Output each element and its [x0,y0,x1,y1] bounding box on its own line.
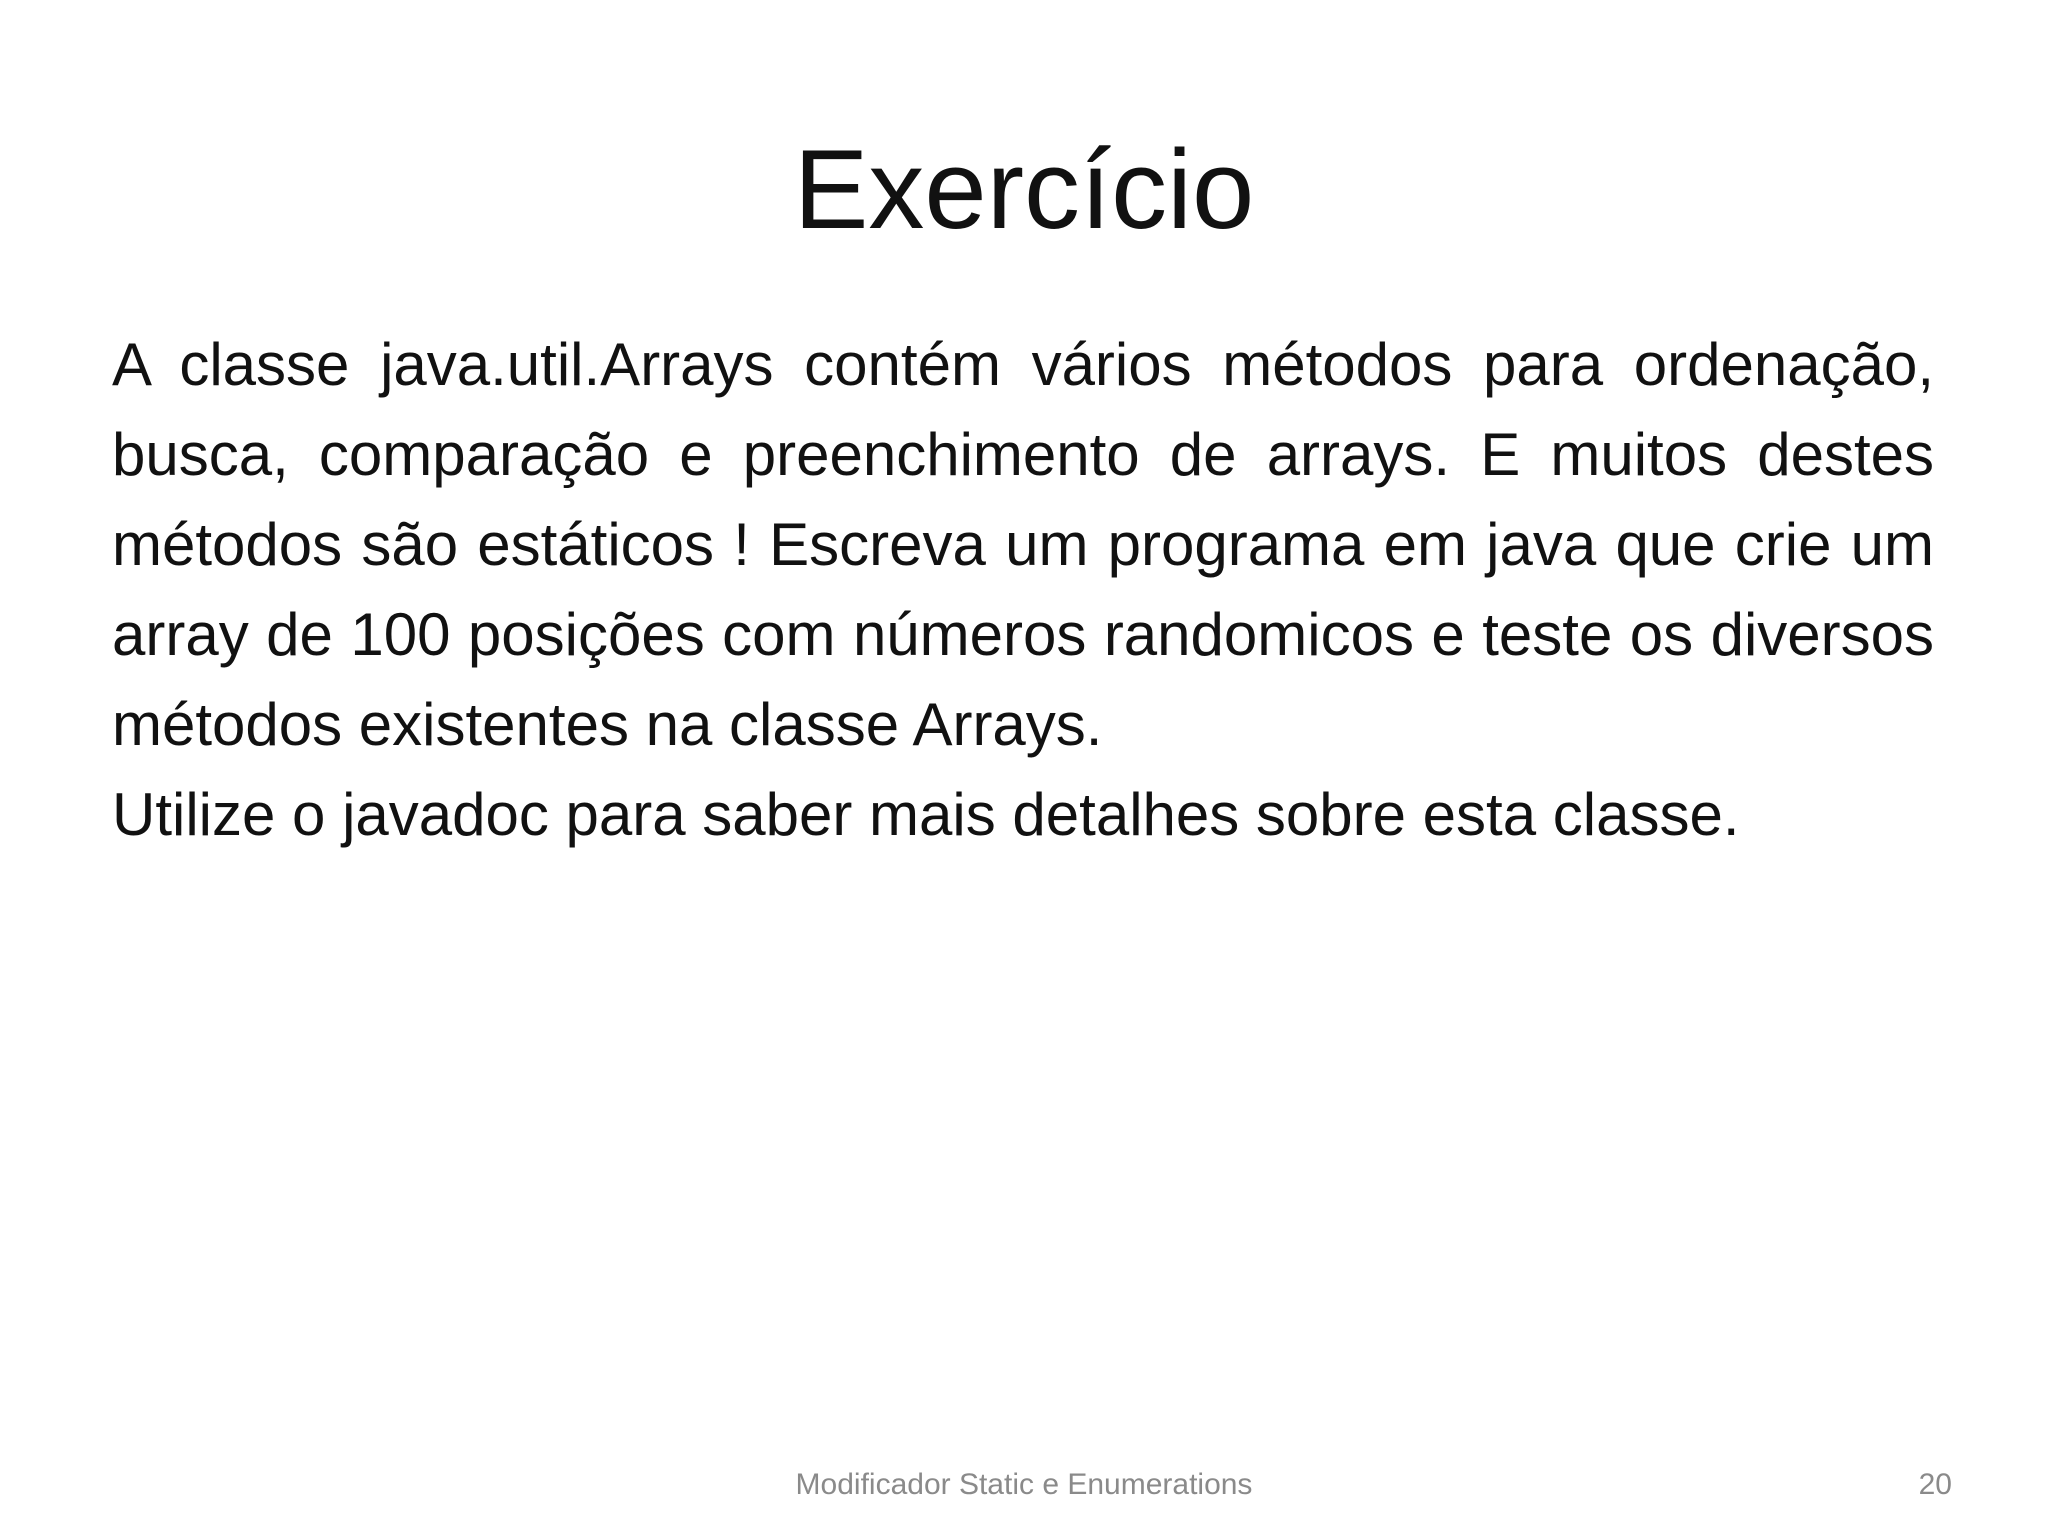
slide-body [112,320,1934,860]
slide-title: Exercício [793,127,1255,252]
page-number: 20 [1918,1468,1952,1501]
body-paragraph-2: Utilize o javadoc para saber mais detalhes sobre esta classe. [112,781,1740,848]
footer-text: Modificador Static e Enumerations [795,1468,1253,1501]
body-paragraph-1: A classe java.util.Arrays contém vários métodos para ordenação, busca, comparação e preenchimento de arrays. E muitos destes métodos são estáticos ! Escreva um programa em java que crie um array de 100 posições com números randomicos e teste os diversos métodos existentes na classe Arrays. [112,331,1934,758]
